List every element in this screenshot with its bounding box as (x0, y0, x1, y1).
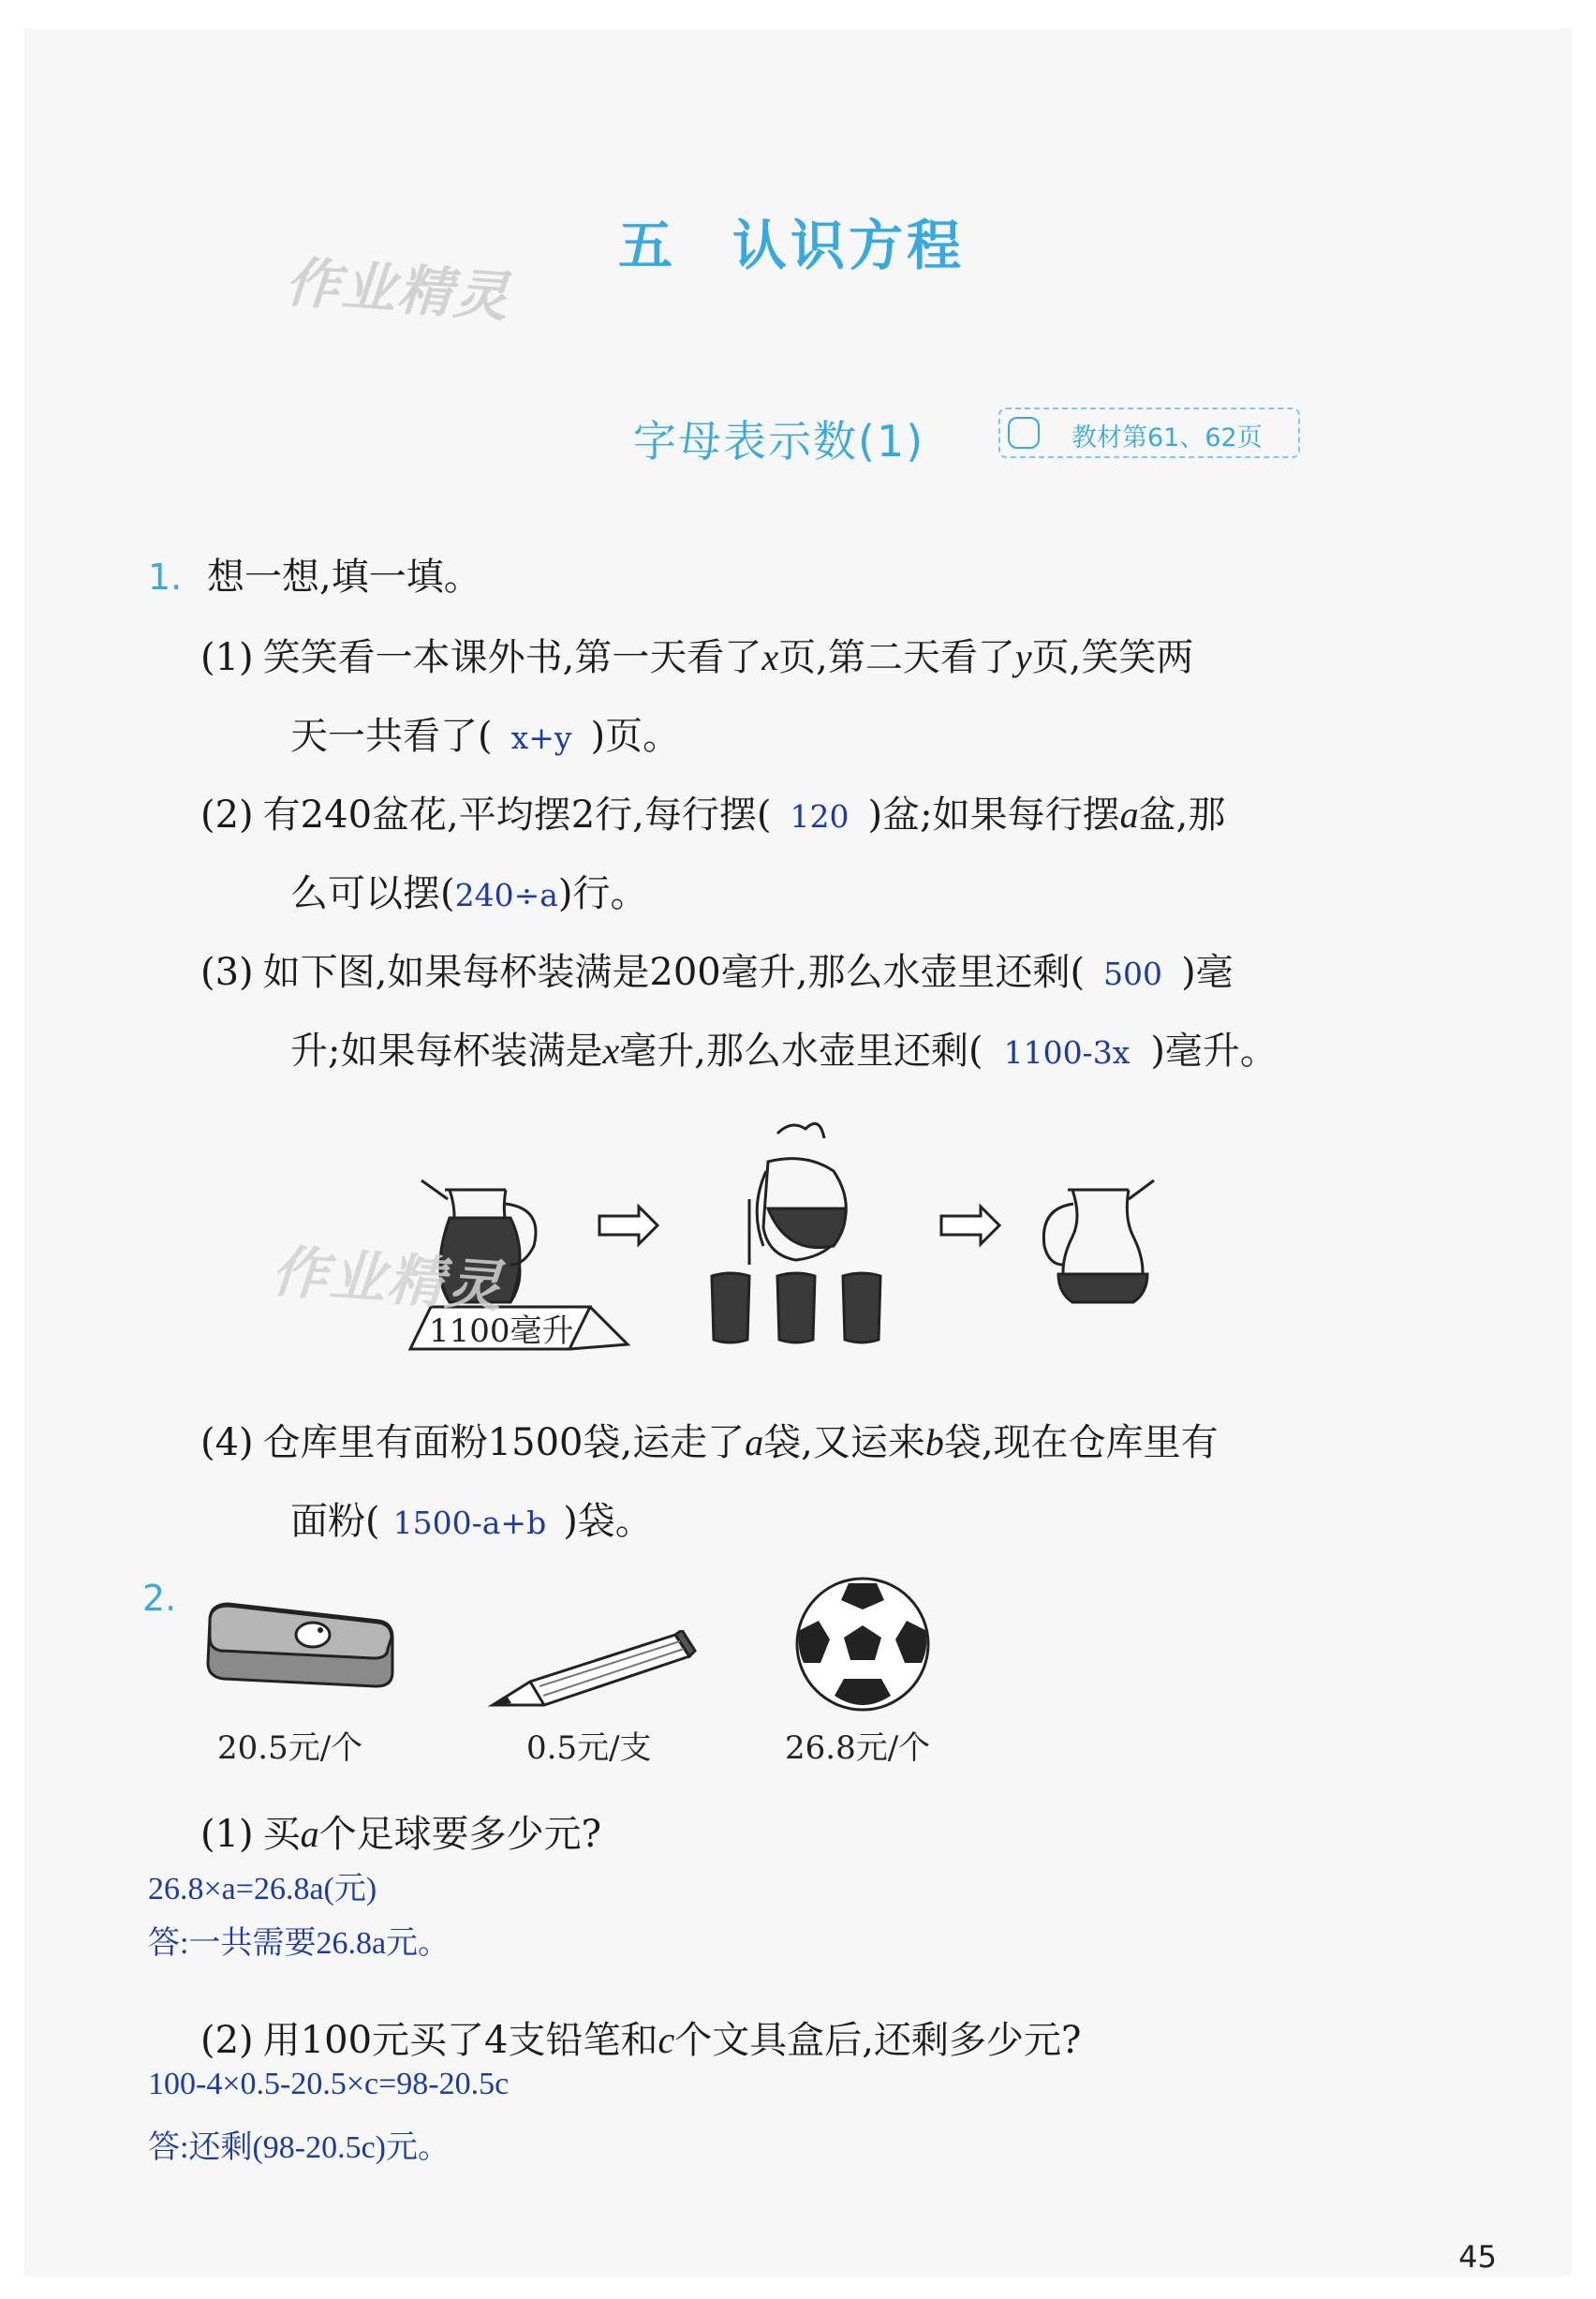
q1-p4-text: 袋,又运来 (763, 1421, 925, 1464)
q2-p1-text: 买 (262, 1813, 301, 1856)
soccer-ball-icon (792, 1574, 933, 1714)
pencil-icon (483, 1630, 699, 1714)
q1-p2-text: 盆,那 (1138, 794, 1226, 837)
q1-p4-text: 面粉( (290, 1500, 380, 1543)
q2-number: 2. (142, 1578, 177, 1619)
arrow-right-icon (941, 1207, 999, 1244)
q1-p1-line2 (290, 715, 681, 758)
arrow-right-icon (599, 1207, 658, 1244)
q1-p3-line1 (200, 951, 1234, 994)
pouring-kettle-icon (749, 1123, 846, 1265)
q1-p4-text: 仓库里有面粉1500袋,运走了 (262, 1421, 746, 1464)
var-a: a (300, 1813, 319, 1855)
var-x: x (602, 1030, 620, 1072)
q2-p2-text: 个文具盒后,还剩多少元? (674, 2019, 1082, 2062)
q2-p2-work: 100-4×0.5-20.5×c=98-20.5c (148, 2067, 510, 2101)
q1-p2-line2 (290, 872, 648, 915)
var-a: a (745, 1421, 764, 1463)
q1-p4-line1 (200, 1421, 1219, 1464)
q1-p3-text: )毫升。 (1150, 1030, 1278, 1073)
kettle-volume-label: 1100毫升 (429, 1313, 574, 1350)
textbook-reference (998, 408, 1300, 458)
var-x: x (761, 636, 779, 678)
chapter-name: 认识方程 (732, 214, 966, 277)
q1-p2-line1 (200, 796, 1225, 836)
q1-p4-text: )袋。 (563, 1500, 653, 1543)
q2-p1-label: (1) (200, 1813, 254, 1856)
q1-number: 1. (148, 556, 183, 598)
q1-p4-line2 (290, 1500, 653, 1543)
page-number: 45 (1458, 2239, 1497, 2275)
q1-p1-text: )页。 (590, 715, 681, 758)
pencil-case-price: 20.5元/个 (217, 1729, 363, 1767)
q1-p3-answer1: 500 (1103, 956, 1163, 992)
q2-p2-text: 用100元买了4支铅笔和 (262, 2019, 658, 2062)
q1-p2-text: 么可以摆( (290, 872, 455, 915)
section-title: 字母表示数(1) (633, 416, 925, 467)
watermark: 作业精灵 (269, 1238, 506, 1321)
q1-p3-answer2: 1100-3x (1003, 1034, 1130, 1071)
q2-p2-answer: 答:还剩(98-20.5c)元。 (148, 2130, 451, 2165)
var-y: y (1014, 636, 1032, 678)
q1-p3-text: )毫 (1181, 951, 1234, 994)
pencil-case-icon (200, 1593, 397, 1696)
q1-p3-line2 (290, 1032, 1278, 1072)
remaining-kettle-icon (1043, 1180, 1154, 1302)
chapter-number: 五 (618, 214, 677, 277)
q1-p1-text: 页,第二天看了 (778, 636, 1015, 679)
cups-icon (712, 1273, 880, 1342)
q2-p1-text: 个足球要多少元? (318, 1813, 602, 1856)
q1-p3-text: 如下图,如果每杯装满是200毫升,那么水壶里还剩( (262, 951, 1086, 994)
watermark: 作业精灵 (283, 249, 512, 330)
q1-p1-text: 笑笑看一本课外书,第一天看了 (262, 636, 762, 679)
q1-p1-text: 页,笑笑两 (1031, 636, 1194, 679)
textbook-reference-text: 教材第61、62页 (1071, 423, 1263, 452)
q1-p3-text: 毫升,那么水壶里还剩( (619, 1030, 983, 1073)
chapter-title (618, 201, 965, 280)
q1-p3-label: (3) (200, 951, 254, 994)
q1-p1-text: 天一共看了( (290, 715, 493, 758)
q1-p2-answer1: 120 (790, 798, 850, 835)
q1-p2-answer2: 240÷a (454, 877, 558, 913)
kettle-figure (393, 1115, 1180, 1358)
q2-p1-answer: 答:一共需要26.8a元。 (148, 1926, 451, 1961)
var-c: c (658, 2019, 675, 2061)
q2-p2-label: (2) (200, 2019, 254, 2062)
q2-p1-question (200, 1813, 602, 1856)
q1-p3-text: 升;如果每杯装满是 (290, 1030, 603, 1073)
q1-p4-answer: 1500-a+b (392, 1505, 547, 1541)
q2-p1-work: 26.8×a=26.8a(元) (148, 1872, 377, 1906)
soccer-ball-price: 26.8元/个 (785, 1729, 931, 1767)
q1-header (148, 556, 481, 599)
q1-p1-label: (1) (200, 636, 254, 679)
book-icon (1008, 417, 1040, 449)
var-a: a (1119, 794, 1139, 836)
q2-p2-question (200, 2019, 1082, 2062)
q1-p2-text: 有240盆花,平均摆2行,每行摆( (262, 794, 772, 837)
q1-p2-text: )行。 (557, 872, 648, 915)
q1-p1-line1 (200, 636, 1194, 679)
q1-prompt: 想一想,填一填。 (206, 556, 481, 599)
q1-p2-label: (2) (200, 794, 254, 837)
pencil-price: 0.5元/支 (526, 1729, 652, 1767)
q1-p2-text: )盆;如果每行摆 (867, 794, 1120, 837)
q1-p4-label: (4) (200, 1421, 254, 1464)
q1-p1-answer: x+y (510, 719, 572, 756)
var-b: b (924, 1421, 944, 1463)
q1-p4-text: 袋,现在仓库里有 (943, 1421, 1219, 1464)
